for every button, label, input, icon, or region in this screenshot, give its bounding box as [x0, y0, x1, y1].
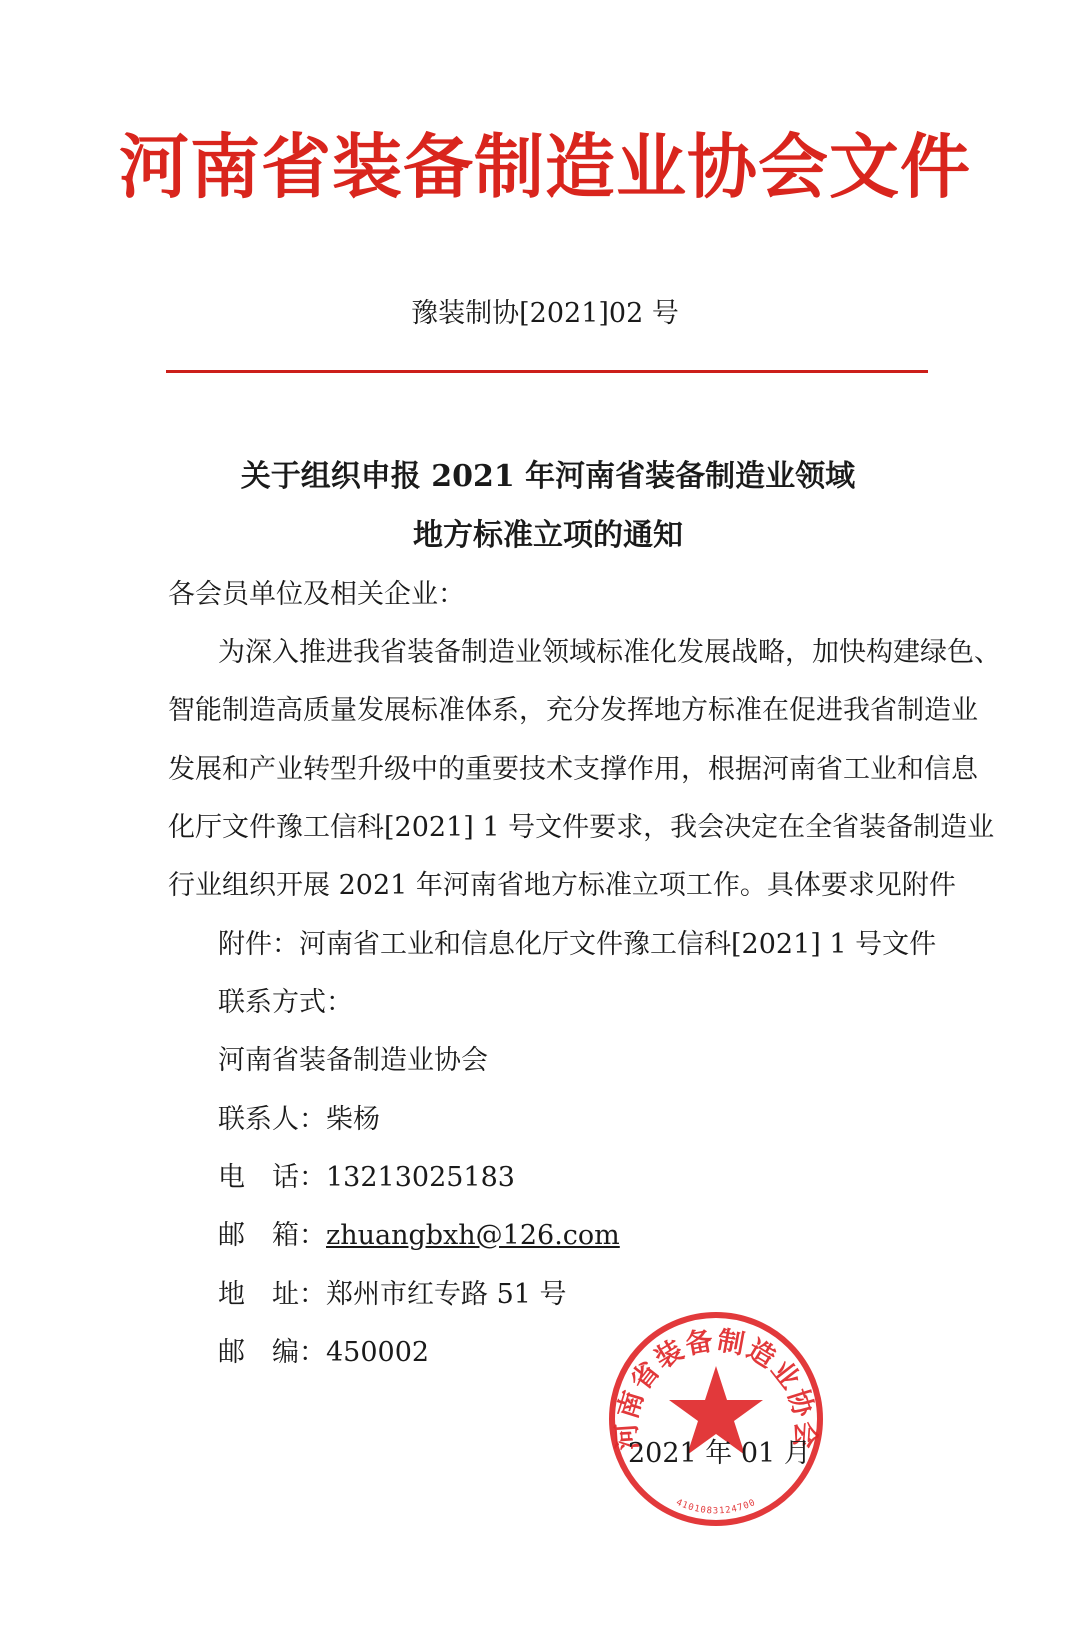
body-paragraph-line: 行业组织开展 2021 年河南省地方标准立项工作。具体要求见附件 [168, 870, 956, 901]
contact-email-label: 邮 箱： [218, 1220, 326, 1251]
contact-organization: 河南省装备制造业协会 [218, 1045, 488, 1076]
contact-address-value: 郑州市红专路 51 号 [326, 1279, 567, 1310]
document-number: 豫装制协[2021]02 号 [411, 298, 679, 329]
contact-email-row [218, 1222, 620, 1249]
contact-person-label: 联系人： [218, 1104, 326, 1135]
contact-postcode-label: 邮 编： [218, 1337, 326, 1368]
contact-email-link[interactable]: zhuangbxh@126.com [326, 1220, 620, 1251]
contact-person-row [218, 1106, 380, 1133]
contact-postcode-row [218, 1339, 429, 1366]
contact-phone-value: 13213025183 [326, 1162, 515, 1193]
body-paragraph-line: 为深入推进我省装备制造业领域标准化发展战略，加快构建绿色、 [218, 637, 1001, 668]
contact-heading: 联系方式： [218, 987, 353, 1018]
contact-phone-row [218, 1164, 515, 1191]
notice-title-line-1: 关于组织申报 2021 年河南省装备制造业领域 [240, 459, 856, 494]
body-paragraph-line: 发展和产业转型升级中的重要技术支撑作用，根据河南省工业和信息 [168, 754, 978, 785]
contact-address-label: 地 址： [218, 1279, 326, 1310]
seal-code-path: 4101083124700 [674, 1497, 758, 1517]
official-seal-stamp [605, 1308, 827, 1530]
document-header-title: 河南省装备制造业协会文件 [119, 126, 971, 208]
red-divider-rule [166, 370, 928, 373]
body-paragraph-line: 智能制造高质量发展标准体系，充分发挥地方标准在促进我省制造业 [168, 695, 978, 726]
body-paragraph-line: 化厅文件豫工信科[2021] 1 号文件要求，我会决定在全省装备制造业 [168, 812, 995, 843]
seal-organization-path: 河南省装备制造业协会 [611, 1325, 821, 1452]
contact-postcode-value: 450002 [326, 1337, 430, 1368]
contact-phone-label: 电 话： [218, 1162, 326, 1193]
contact-person-value: 柴杨 [326, 1104, 380, 1135]
contact-address-row [218, 1281, 567, 1308]
salutation: 各会员单位及相关企业： [168, 579, 465, 610]
issue-date: 2021 年 01 月 [628, 1438, 811, 1469]
attachment-line: 附件：河南省工业和信息化厅文件豫工信科[2021] 1 号文件 [218, 929, 937, 960]
notice-title-line-2: 地方标准立项的通知 [413, 518, 683, 553]
seal-code-text [674, 1498, 757, 1517]
